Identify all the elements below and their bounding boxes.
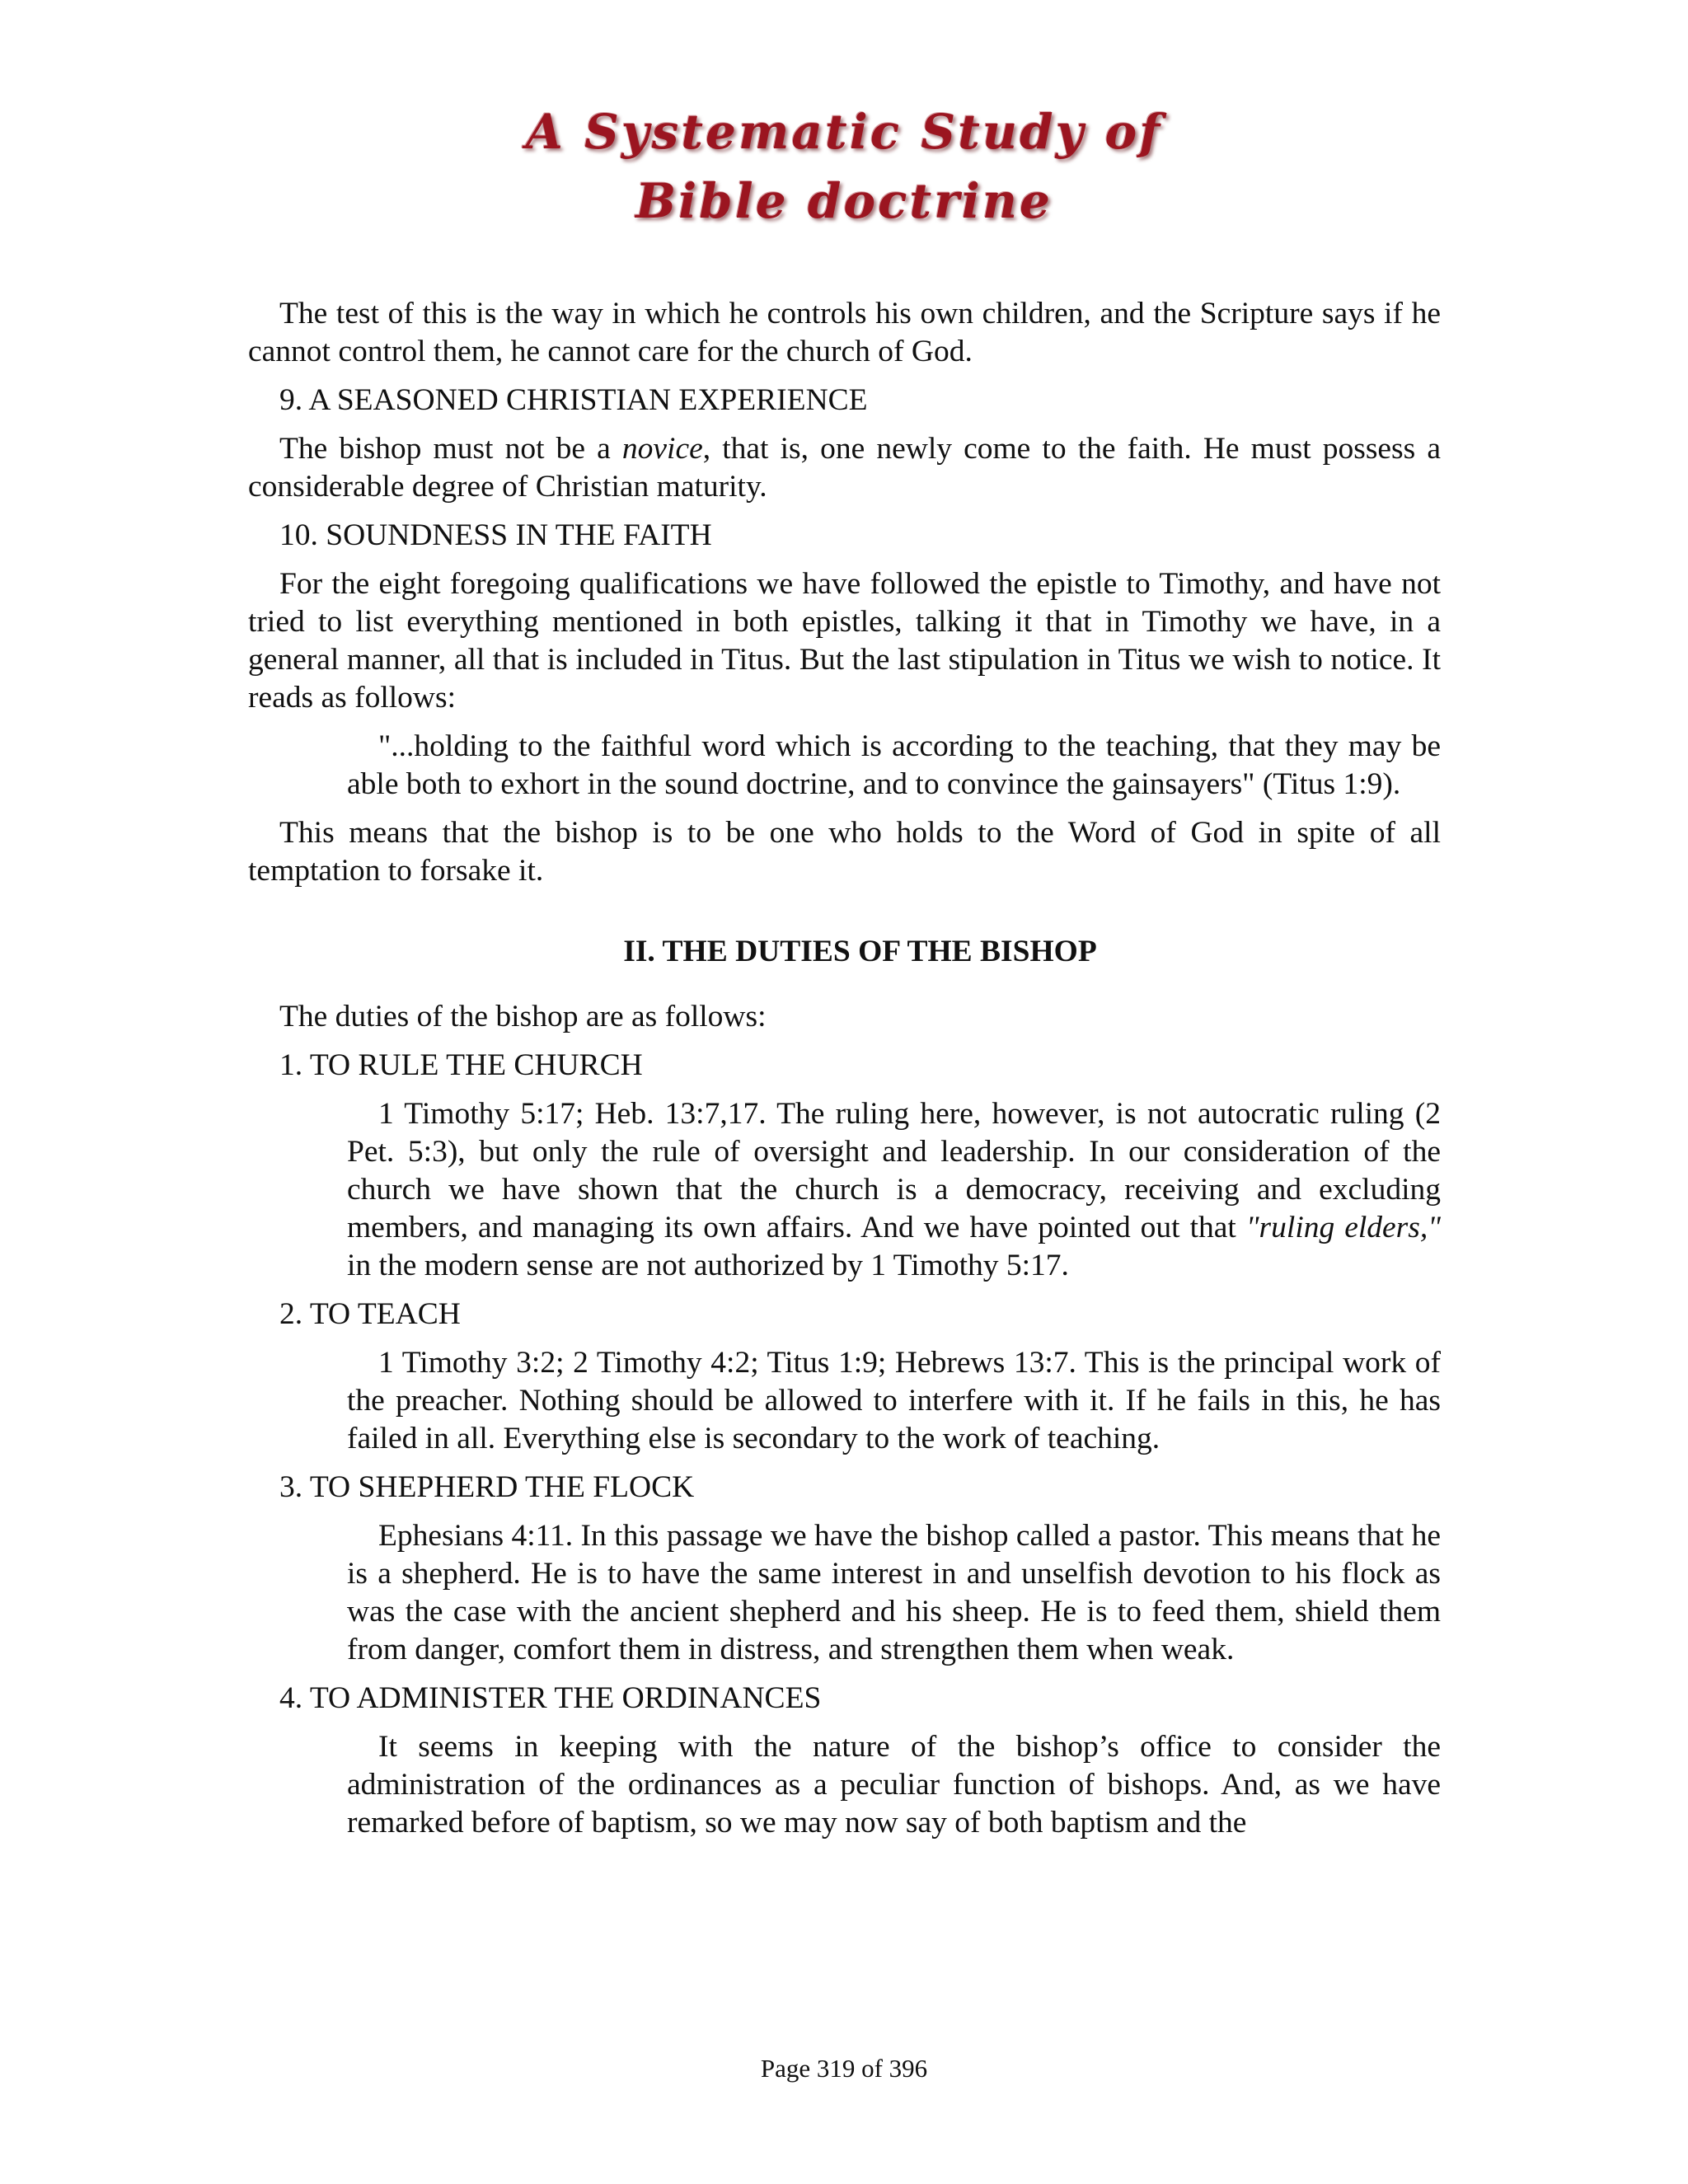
page-number: Page 319 of 396 [760,2054,928,2083]
emphasis-text: novice [621,432,703,466]
page-header-title [0,97,1688,236]
list-heading: 10. SOUNDNESS IN THE FAITH [279,518,712,552]
header-line-1: A Systematic Study of [525,104,1163,160]
list-item-text: Ephesians 4:11. In this passage we have the bishop called a pastor. This means that he is a shepherd. He is to have the same interest in and unselfish devotion to his flock as was the case with the ancient shepherd and his sheep. He is to feed them, shield them from danger, comfort them in distress, and strengthen them when weak. [347,1519,1441,1666]
list-heading: 1. TO RULE THE CHURCH [279,1048,643,1082]
paragraph-text: The bishop must not be a [279,432,622,466]
header-line-2: Bible doctrine [635,173,1053,229]
paragraph [248,430,1441,506]
paragraph-text: 1 Timothy 5:17; Heb. 13:7,17. The ruling here, however, is not autocratic ruling (2 Pet. 5:3), but only the rule of oversight and leadership. In our consideration of the church we have shown that the church is a democracy, receiving and excluding members, and managing its own affairs. And we have pointed out that [347,1097,1441,1244]
paragraph: The duties of the bishop are as follows: [279,1000,767,1033]
section-heading: II. THE DUTIES OF THE BISHOP [623,935,1097,968]
list-heading: 9. A SEASONED CHRISTIAN EXPERIENCE [279,383,868,417]
list-heading: 2. TO TEACH [279,1297,461,1331]
list-item-text: It seems in keeping with the nature of the bishop’s office to consider the administration of the ordinances as a peculiar function of bishops. And, as we have remarked before of baptism, so we may now say of both baptism and the [347,1730,1441,1840]
paragraph: The test of this is the way in which he controls his own children, and the Scripture says if he cannot control them, he cannot care for the church of God. [248,297,1441,368]
list-heading: 4. TO ADMINISTER THE ORDINANCES [279,1681,822,1715]
list-heading: 3. TO SHEPHERD THE FLOCK [279,1470,695,1504]
list-item-text [347,1095,1441,1285]
paragraph-text: , that is, one newly come to the faith. He must possess a considerable degree of Christian maturity. [248,432,1441,504]
scripture-quote: "...holding to the faithful word which is according to the teaching, that they may be able both to exhort in the sound doctrine, and to convince the gainsayers" (Titus 1:9). [347,729,1441,801]
emphasis-text: "ruling elders," [1245,1211,1441,1244]
page-body [248,295,1441,1853]
paragraph: For the eight foregoing qualifications we have followed the epistle to Timothy, and have not tried to list everything mentioned in both epistles, talking it that in Timothy we have, in a general manner, all that is included in Titus. But the last stipulation in Titus we wish to notice. It reads as follows: [248,567,1441,715]
paragraph: This means that the bishop is to be one who holds to the Word of God in spite of all temptation to forsake it. [248,816,1441,888]
list-item-text: 1 Timothy 3:2; 2 Timothy 4:2; Titus 1:9; Hebrews 13:7. This is the principal work of the preacher. Nothing should be allowed to interfere with it. If he fails in this, he has failed in all. Everything else is secondary to the work of teaching. [347,1346,1441,1455]
paragraph-text: in the modern sense are not authorized by 1 Timothy 5:17. [347,1249,1069,1282]
